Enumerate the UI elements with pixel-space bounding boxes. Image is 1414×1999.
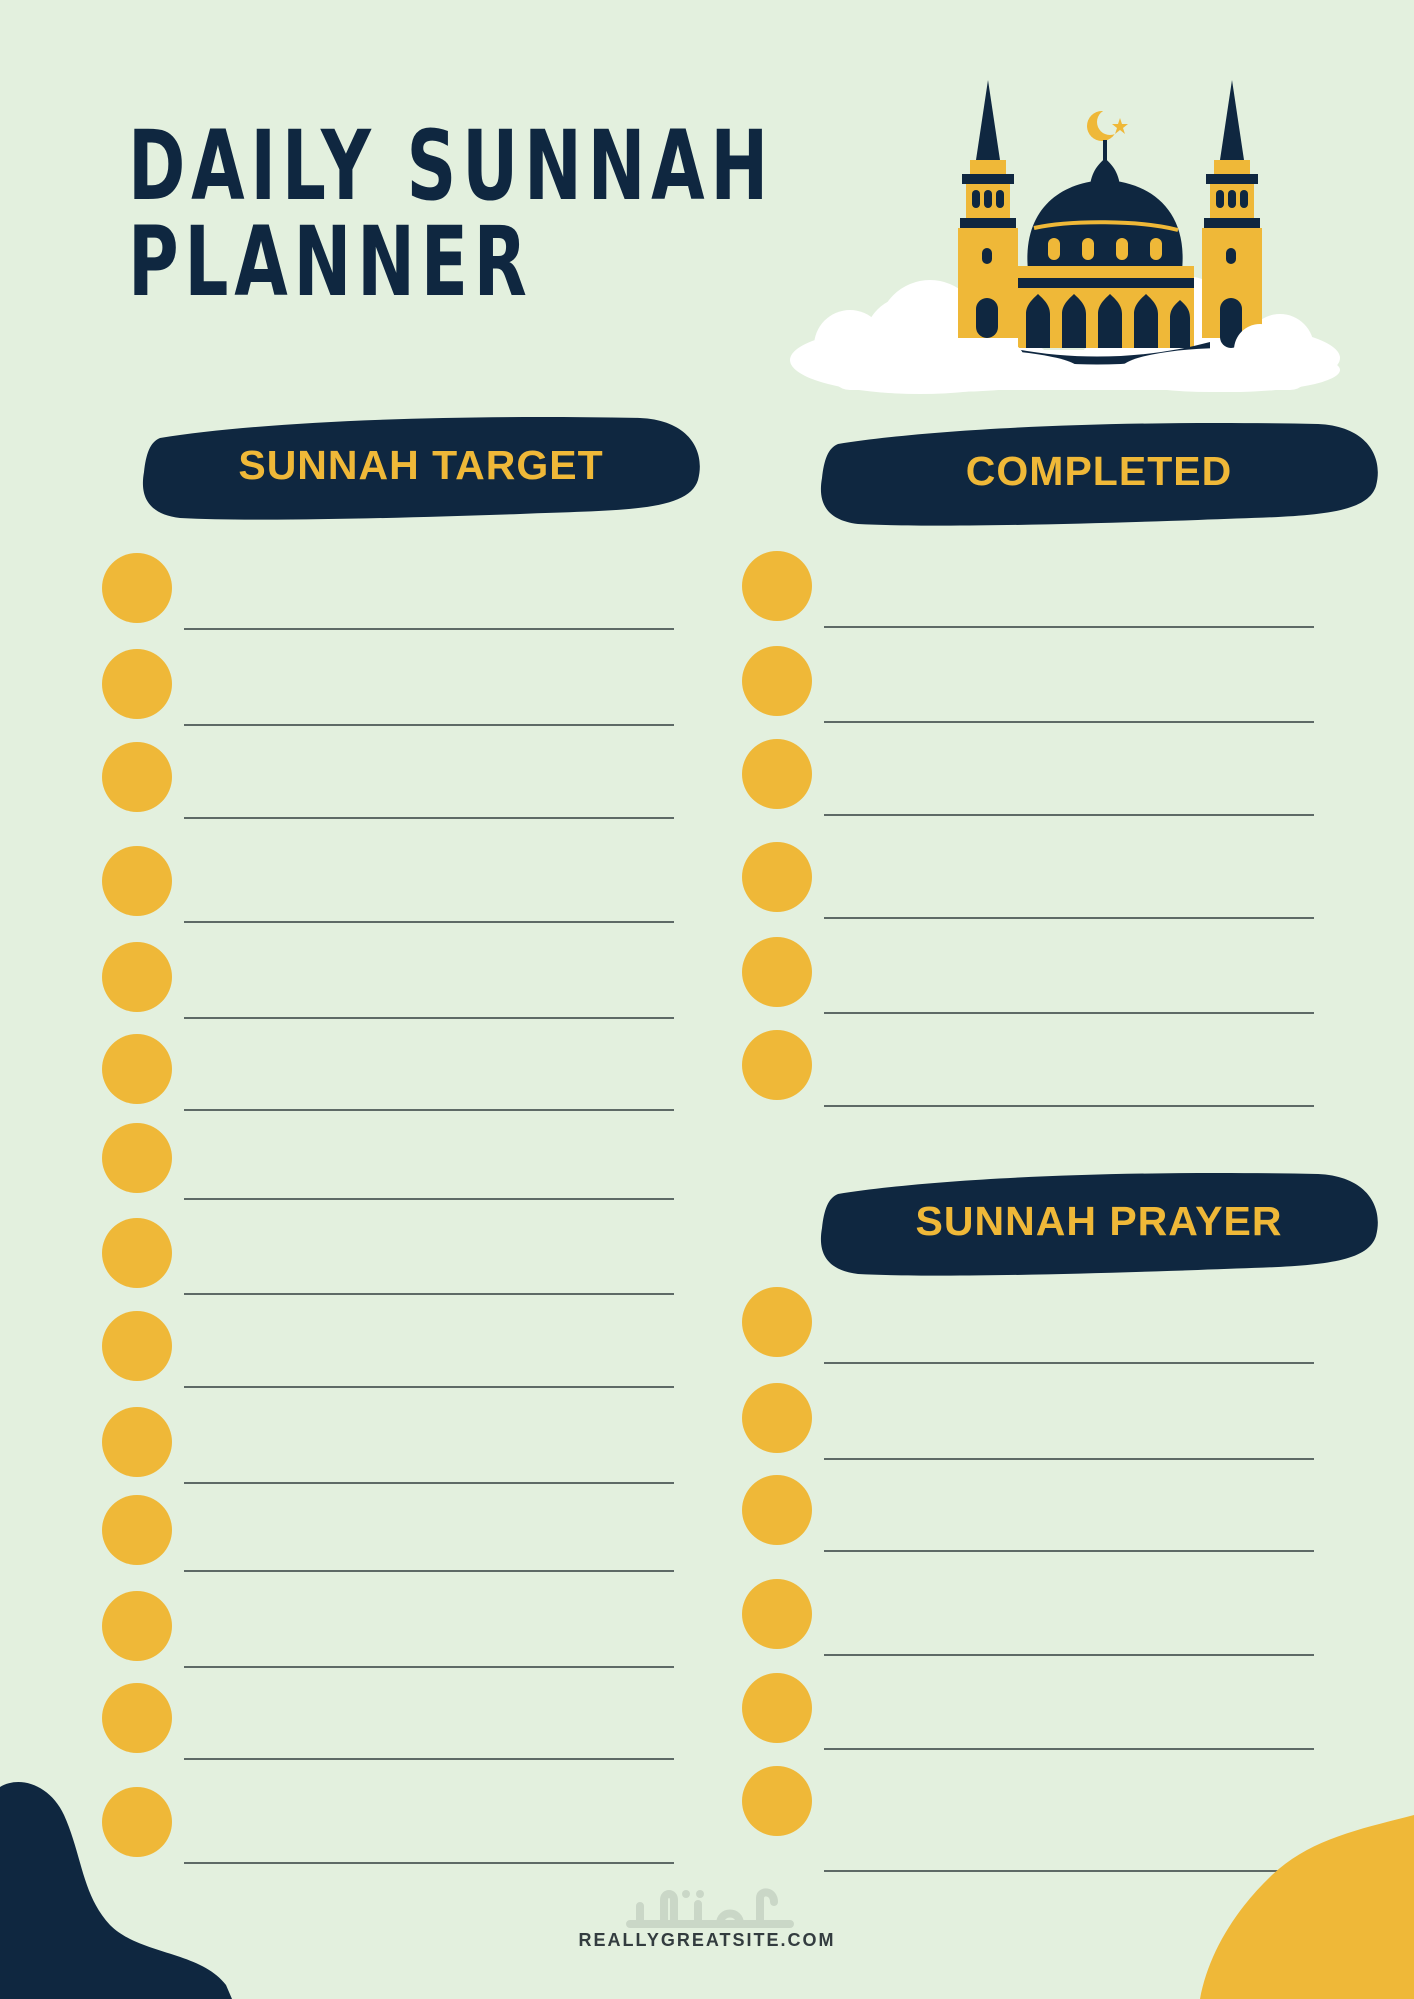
completed-heading — [818, 416, 1380, 526]
checkbox-circle[interactable] — [742, 646, 812, 716]
checkbox-circle[interactable] — [102, 649, 172, 719]
checkbox-circle[interactable] — [742, 1766, 812, 1836]
checkbox-circle[interactable] — [742, 551, 812, 621]
write-line[interactable] — [824, 1362, 1314, 1364]
write-line[interactable] — [184, 724, 674, 726]
checkbox-circle[interactable] — [102, 1123, 172, 1193]
checkbox-circle[interactable] — [742, 1475, 812, 1545]
mosque-illustration — [790, 70, 1350, 410]
checkbox-circle[interactable] — [102, 942, 172, 1012]
write-line[interactable] — [184, 628, 674, 630]
checkbox-circle[interactable] — [742, 937, 812, 1007]
checkbox-circle[interactable] — [102, 846, 172, 916]
checkbox-circle[interactable] — [102, 1034, 172, 1104]
write-line[interactable] — [184, 817, 674, 819]
write-line[interactable] — [824, 1458, 1314, 1460]
write-line[interactable] — [184, 1017, 674, 1019]
checkbox-circle[interactable] — [742, 842, 812, 912]
page-title — [128, 110, 775, 318]
checkbox-circle[interactable] — [742, 1287, 812, 1357]
checkbox-circle[interactable] — [742, 739, 812, 809]
write-line[interactable] — [184, 1570, 674, 1572]
sunnah-target-heading — [140, 410, 702, 520]
title-line-1: DAILY SUNNAH — [128, 110, 775, 222]
sunnah-target-label: SUNNAH TARGET — [238, 441, 604, 488]
write-line[interactable] — [184, 1862, 674, 1864]
write-line[interactable] — [184, 1293, 674, 1295]
checkbox-circle[interactable] — [102, 1407, 172, 1477]
checkbox-circle[interactable] — [102, 1591, 172, 1661]
gold-corner-blob — [1200, 1815, 1414, 1999]
write-line[interactable] — [184, 1758, 674, 1760]
checkbox-circle[interactable] — [102, 1683, 172, 1753]
write-line[interactable] — [184, 1198, 674, 1200]
checkbox-circle[interactable] — [102, 1218, 172, 1288]
write-line[interactable] — [184, 921, 674, 923]
sunnah-prayer-heading — [818, 1166, 1380, 1276]
checkbox-circle[interactable] — [742, 1673, 812, 1743]
write-line[interactable] — [184, 1666, 674, 1668]
write-line[interactable] — [824, 917, 1314, 919]
write-line[interactable] — [824, 1748, 1314, 1750]
write-line[interactable] — [184, 1109, 674, 1111]
write-line[interactable] — [824, 814, 1314, 816]
sunnah-prayer-label: SUNNAH PRAYER — [915, 1197, 1283, 1244]
write-line[interactable] — [824, 1550, 1314, 1552]
checkbox-circle[interactable] — [742, 1579, 812, 1649]
completed-label: COMPLETED — [965, 447, 1233, 494]
checkbox-circle[interactable] — [102, 742, 172, 812]
write-line[interactable] — [184, 1386, 674, 1388]
checkbox-circle[interactable] — [742, 1383, 812, 1453]
write-line[interactable] — [824, 1654, 1314, 1656]
navy-corner-blob — [0, 1775, 240, 1999]
website-footer: REALLYGREATSITE.COM — [578, 1930, 836, 1950]
write-line[interactable] — [824, 1012, 1314, 1014]
checkbox-circle[interactable] — [102, 1495, 172, 1565]
write-line[interactable] — [824, 721, 1314, 723]
checkbox-circle[interactable] — [102, 1311, 172, 1381]
write-line[interactable] — [824, 1105, 1314, 1107]
checkbox-circle[interactable] — [102, 553, 172, 623]
title-line-2: PLANNER — [128, 206, 533, 318]
write-line[interactable] — [184, 1482, 674, 1484]
checkbox-circle[interactable] — [742, 1030, 812, 1100]
write-line[interactable] — [824, 626, 1314, 628]
